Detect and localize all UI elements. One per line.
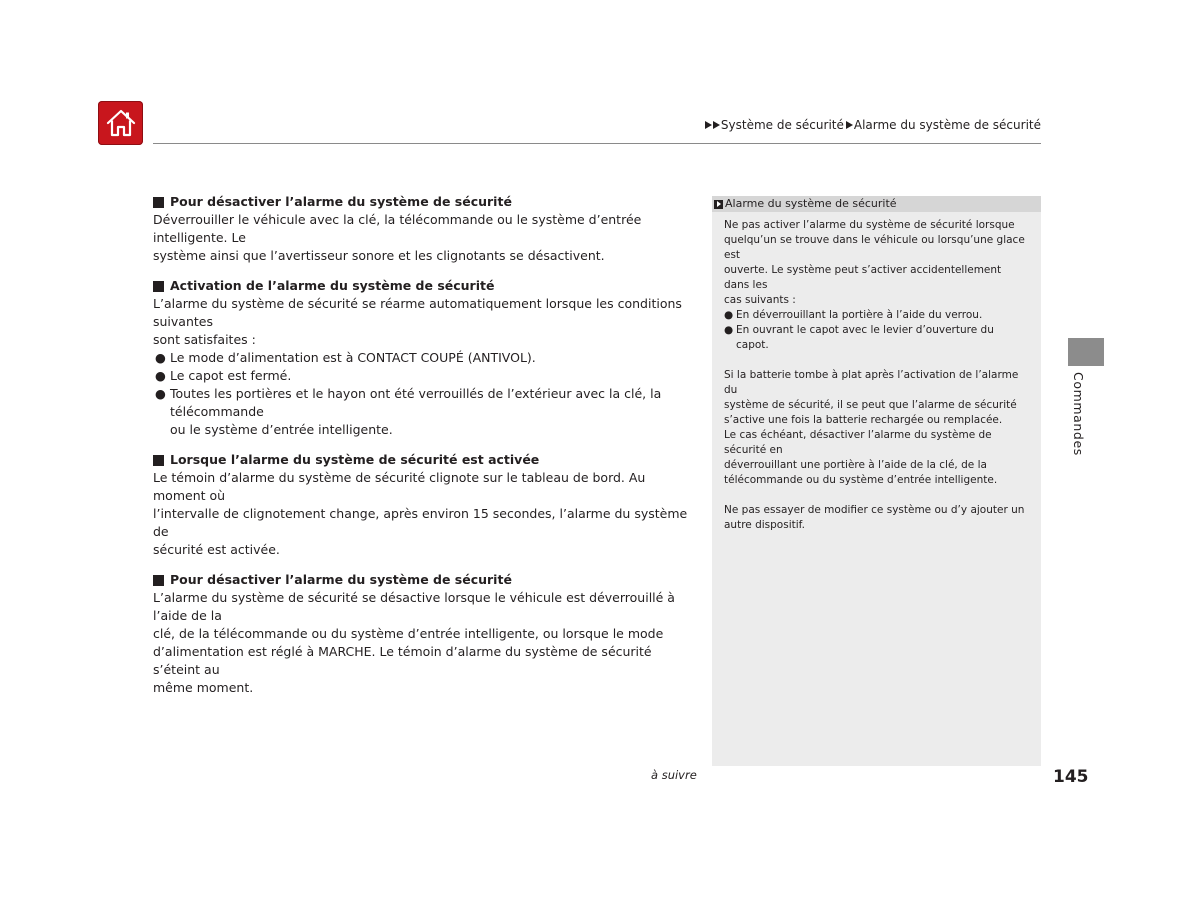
square-bullet-icon — [153, 197, 164, 208]
square-bullet-icon — [153, 455, 164, 466]
bullet-dot-icon: ● — [724, 309, 734, 321]
body-line: Le témoin d’alarme du système de sécurité clignote sur le tableau de bord. Au moment où — [153, 470, 646, 503]
square-bullet-icon — [153, 281, 164, 292]
bullet-dot-icon: ● — [724, 324, 734, 336]
section-heading: Pour désactiver l’alarme du système de sécurité — [153, 193, 698, 211]
list-item: ● Le mode d’alimentation est à CONTACT COUPÉ (ANTIVOL). — [155, 350, 536, 365]
square-bullet-icon — [153, 575, 164, 586]
reference-arrow-icon — [714, 200, 723, 209]
bullet-dot-icon: ● — [155, 368, 166, 383]
section-heading: Pour désactiver l’alarme du système de sécurité — [153, 571, 698, 589]
page-number: 145 — [1053, 767, 1089, 787]
triangle-right-icon — [846, 121, 853, 129]
body-line: l’intervalle de clignotement change, après environ 15 secondes, l’alarme du système de — [153, 506, 688, 539]
triangle-right-icon — [713, 121, 720, 129]
breadcrumb-item-alarme[interactable]: Alarme du système de sécurité — [853, 118, 1041, 132]
body-line: clé, de la télécommande ou du système d’entrée intelligente, ou lorsque le mode — [153, 626, 664, 641]
chapter-tab[interactable] — [1068, 338, 1104, 366]
sidebar-paragraph: Ne pas activer l’alarme du système de sécurité lorsque quelqu’un se trouve dans le véhicule ou lorsqu’une glace est ouverte. Le système peut s’activer accidentellement dans les cas suivants : — [724, 219, 1025, 306]
breadcrumb — [705, 118, 1041, 132]
section-heading: Activation de l’alarme du système de sécurité — [153, 277, 698, 295]
header-divider — [153, 143, 1041, 144]
section-activation — [153, 277, 698, 439]
list-item: ● En déverrouillant la portière à l’aide du verrou. — [724, 309, 983, 321]
section-heading: Lorsque l’alarme du système de sécurité est activée — [153, 451, 698, 469]
body-line: Déverrouiller le véhicule avec la clé, la télécommande ou le système d’entrée intelligente. Le — [153, 212, 642, 245]
list-item: ● Toutes les portières et le hayon ont été verrouillés de l’extérieur avec la clé, la télécommande ou le système d’entrée intelligente. — [155, 386, 662, 437]
list-item: ● Le capot est fermé. — [155, 368, 292, 383]
body-line: L’alarme du système de sécurité se réarme automatiquement lorsque les conditions suivantes — [153, 296, 682, 329]
sidebar-paragraph: Ne pas essayer de modifier ce système ou d’y ajouter un autre dispositif. — [724, 504, 1025, 531]
condition-list — [153, 349, 698, 439]
sidebar-title: Alarme du système de sécurité — [712, 196, 1041, 212]
sidebar-paragraph: Si la batterie tombe à plat après l’activation de l’alarme du système de sécurité, il se peut que l’alarme de sécurité s’active une fois la batterie rechargée ou remplacée. Le cas échéant, désactiver l’alarme du système de sécurité en déverrouillant une portière à l’aide de la clé, de la télécommande ou du système d’entrée intelligente. — [724, 369, 1019, 486]
section-activated — [153, 451, 698, 559]
section-disarm-unlock — [153, 571, 698, 697]
sidebar-list — [724, 308, 1029, 353]
home-button[interactable] — [98, 101, 143, 145]
body-line: même moment. — [153, 680, 254, 695]
home-icon — [105, 108, 137, 138]
sidebar-body — [712, 212, 1041, 533]
body-line: système ainsi que l’avertisseur sonore et les clignotants se désactivent. — [153, 248, 605, 263]
bullet-dot-icon: ● — [155, 386, 166, 401]
body-line: d’alimentation est réglé à MARCHE. Le témoin d’alarme du système de sécurité s’éteint au — [153, 644, 652, 677]
section-disarm-key — [153, 193, 698, 265]
continued-note: à suivre — [651, 768, 697, 782]
body-line: L’alarme du système de sécurité se désactive lorsque le véhicule est déverrouillé à l’aide de la — [153, 590, 675, 623]
sidebar-note — [712, 196, 1041, 766]
main-content — [153, 193, 698, 709]
body-line: sécurité est activée. — [153, 542, 280, 557]
triangle-right-icon — [705, 121, 712, 129]
list-item: ● En ouvrant le capot avec le levier d’ouverture du capot. — [724, 324, 994, 351]
body-line: sont satisfaites : — [153, 332, 256, 347]
chapter-tab-label: Commandes — [1071, 372, 1086, 456]
breadcrumb-item-securite[interactable]: Système de sécurité — [720, 118, 844, 132]
bullet-dot-icon: ● — [155, 350, 166, 365]
